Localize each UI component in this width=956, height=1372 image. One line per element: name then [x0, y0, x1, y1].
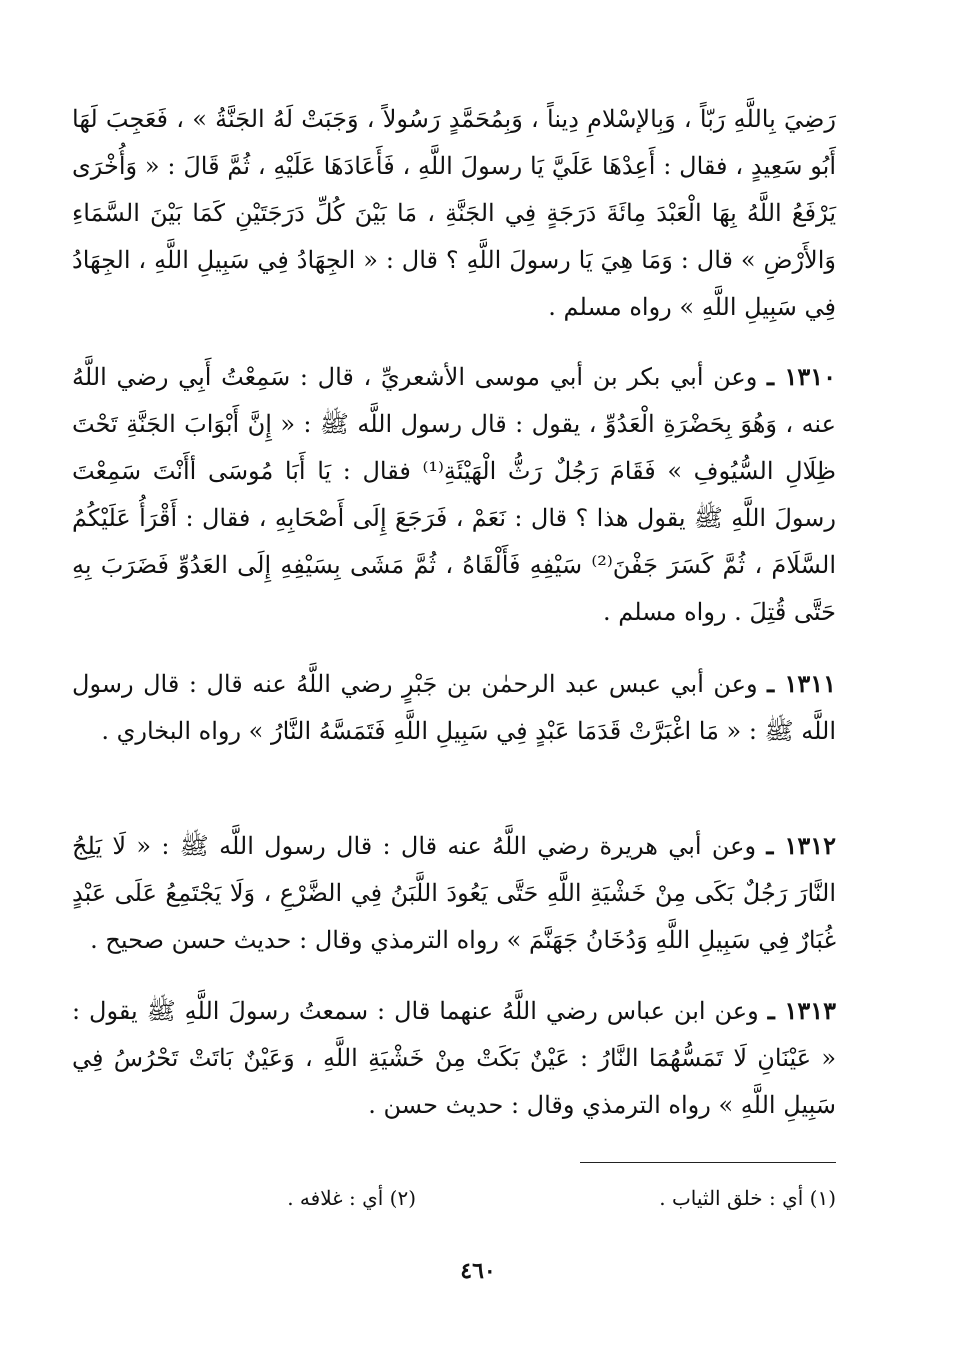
paragraph-text: وعن أبي بكر بن أبي موسى الأشعريِّ ، قال : سَمِعْتُ أَبِي رضي اللَّهُ عنه ، وَهُوَ بِحَضْرَةِ الْعَدُوِّ ، يقول : قال رسول اللَّه ﷺ : « إِنَّ أَبْوَابَ الجَنَّةِ تَحْتَ ظِلَالِ السُّيُوفِ » فَقَامَ رَجُلٌ رَثُّ الْهَيْئَةِ⁽¹⁾ فقال : يَا أَبَا مُوسَى أأَنْتَ سَمِعْتَ رسولَ اللَّهِ ﷺ يقول هذا ؟ قال : نَعَمْ ، فَرَجَعَ إِلَى أَصْحَابِهِ ، فقال : أَقْرَأُ عَلَيْكُمُ السَّلَامَ ، ثُمَّ كَسَرَ جَفْنَ⁽²⁾ سَيْفِهِ فَأَلْقَاهُ ، ثُمَّ مَشَى بِسَيْفِهِ إِلَى العَدُوِّ فَضَرَبَ بِهِ حَتَّى قُتِلَ . رواه مسلم . — [72, 363, 837, 626]
hadith-1310 — [72, 353, 836, 636]
paragraph-text: وعن أبي هريرة رضي اللَّهُ عنه قال : قال رسول اللَّه ﷺ : « لَا يَلِجُ النَّارَ رَجُلٌ بَكَى مِنْ خَشْيَةِ اللَّهِ حَتَّى يَعُودَ اللَّبَنُ فِي الضَّرْعِ ، وَلَا يَجْتَمِعُ عَلَى عَبْدٍ غُبَارٌ فِي سَبِيلِ اللَّهِ وَدُخَانُ جَهَنَّمَ » رواه الترمذي وقال : حديث حسن صحيح . — [72, 832, 836, 954]
hadith-1311 — [72, 660, 836, 755]
paragraph-text: رَضِيَ بِاللَّهِ رَبّاً ، وَبِالإسْلامِ دِيناً ، وَبِمُحَمَّدٍ رَسُولاً ، وَجَبَتْ لَهُ الجَنَّةُ » ، فَعَجِبَ لَهَا أَبُو سَعِيدٍ ، فقال : أَعِدْهَا عَلَيَّ يَا رسولَ اللَّهِ ، فَأَعَادَهَا عَلَيْهِ ، ثُمَّ قَالَ : « وَأُخْرَى يَرْفَعُ اللَّهُ بِهَا الْعَبْدَ مِائَةَ دَرَجَةٍ فِي الجَنَّةِ ، مَا بَيْنَ كُلِّ دَرَجَتَيْنِ كَمَا بَيْنَ السَّمَاءِ وَالأَرْضِ » قال : وَمَا هِيَ يَا رسولَ اللَّهِ ؟ قال : « الجِهَادُ فِي سَبِيلِ اللَّهِ ، الجِهَادُ فِي سَبِيلِ اللَّهِ » رواه مسلم . — [72, 105, 837, 321]
page-number: ٤٦٠ — [460, 1258, 496, 1284]
footnote-divider — [580, 1162, 836, 1163]
hadith-number: ١٣١٣ ـ — [767, 996, 836, 1025]
hadith-number: ١٣١٠ ـ — [767, 362, 836, 391]
hadith-number: ١٣١٢ ـ — [766, 831, 836, 860]
paragraph-continuation — [72, 96, 836, 331]
paragraph-text: وعن ابن عباس رضي اللَّهُ عنهما قال : سمعتُ رسولَ اللَّهِ ﷺ يقول : « عَيْنَانِ لَا تَمَسُّهُمَا النَّارُ : عَيْنٌ بَكَتْ مِنْ خَشْيَةِ اللَّهِ ، وَعَيْنٌ بَاتَتْ تَحْرُسُ فِي سَبِيلِ اللَّهِ » رواه الترمذي وقال : حديث حسن . — [72, 997, 837, 1119]
footnote-2: (٢) أي : غلافه . — [287, 1186, 416, 1210]
hadith-number: ١٣١١ ـ — [767, 669, 836, 698]
footnote-1: (١) أي : خلق الثياب . — [659, 1186, 836, 1210]
paragraph-text: وعن أبي عبس عبد الرحمٰن بن جَبْرٍ رضي اللَّهُ عنه قال : قال رسول اللَّه ﷺ : « مَا اغْبَرَّتْ قَدَمَا عَبْدٍ فِي سَبِيلِ اللَّهِ فَتَمَسَّهُ النَّارُ » رواه البخاري . — [72, 670, 836, 745]
hadith-1312 — [72, 822, 836, 964]
hadith-1313 — [72, 987, 836, 1129]
